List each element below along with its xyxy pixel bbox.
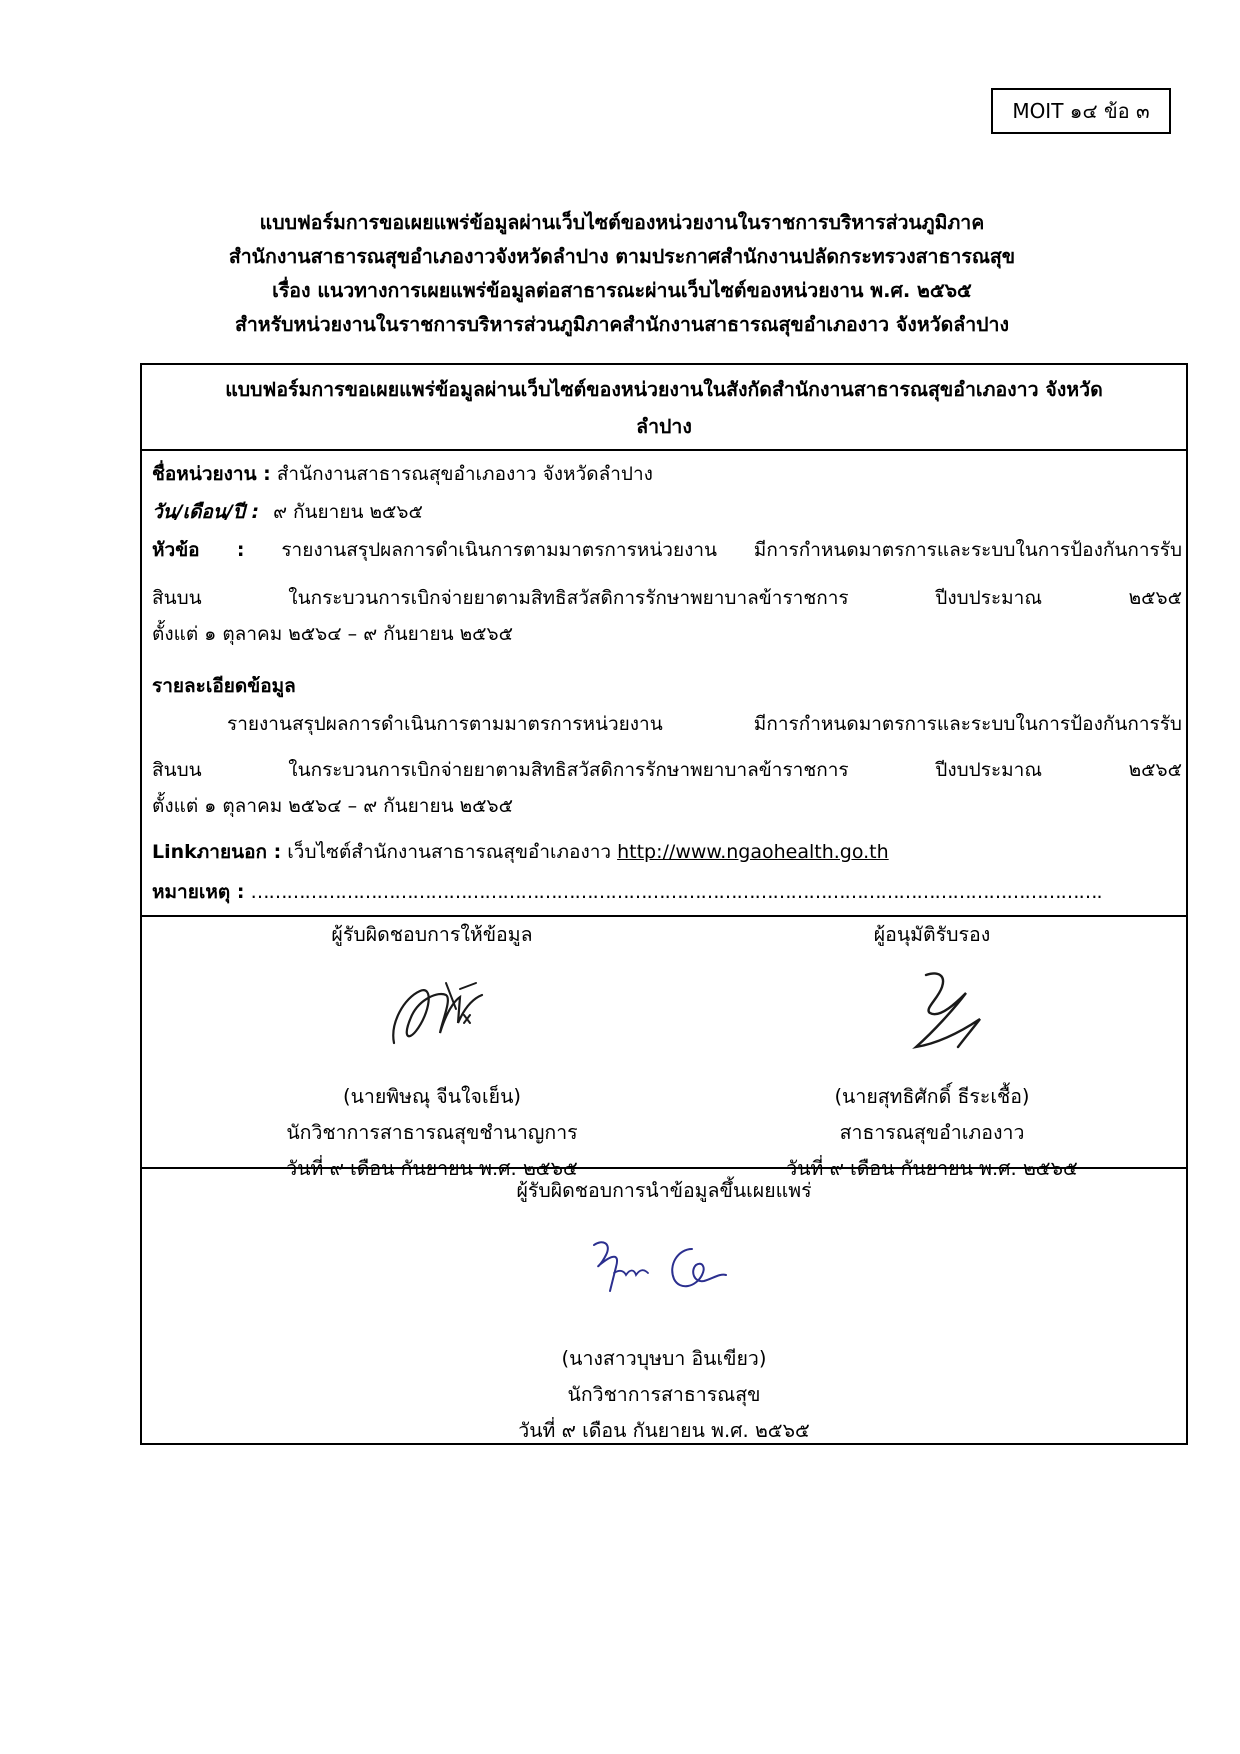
signature-block-publisher — [442, 1173, 886, 1449]
provider-name: (นายพิษณุ จีนใจเย็น) — [342, 1085, 522, 1108]
approver-name: (นายสุทธิศักดิ์ ธีระเชื้อ) — [834, 1085, 1030, 1108]
note-value: ……………………………………………………………………………………………………………………………. — [250, 881, 1102, 903]
heading-line-1: แบบฟอร์มการขอเผยแพร่ข้อมูลผ่านเว็บไซต์ของหน่วยงานในราชการบริหารส่วนภูมิภาค — [259, 211, 985, 234]
detail-line-3: ตั้งแต่ ๑ ตุลาคม ๒๕๖๔ – ๙ กันยายน ๒๕๖๕ — [152, 795, 513, 817]
approver-date: วันที่ ๙ เดือน กันยายน พ.ศ. ๒๕๖๕ — [786, 1157, 1078, 1180]
heading-line-3: เรื่อง แนวทางการเผยแพร่ข้อมูลต่อสาธารณะผ่านเว็บไซต์ของหน่วยงาน พ.ศ. ๒๕๖๕ — [272, 279, 972, 302]
external-link-label: Linkภายนอก : — [152, 841, 282, 863]
date-label: วัน/เดือน/ปี : — [152, 501, 260, 523]
date-row — [152, 497, 1182, 527]
agency-label: ชื่อหน่วยงาน : — [152, 463, 271, 485]
heading-line-4: สำหรับหน่วยงานในราชการบริหารส่วนภูมิภาคสำนักงานสาธารณสุขอำเภองาว จังหวัดลำปาง — [234, 313, 1010, 336]
detail-line-2: สินบน ในกระบวนการเบิกจ่ายยาตามสิทธิสวัสดิการรักษาพยาบาลข้าราชการ ปีงบประมาณ ๒๕๖๕ — [152, 759, 1182, 781]
form-title — [162, 371, 1166, 445]
publisher-name: (นางสาวบุษบา อินเขียว) — [561, 1347, 767, 1370]
approver-role: ผู้อนุมัติรับรอง — [873, 923, 991, 946]
divider-title — [142, 449, 1186, 451]
approver-signature-image — [842, 953, 1022, 1061]
external-link-url[interactable]: http://www.ngaohealth.go.th — [617, 841, 889, 863]
provider-position: นักวิชาการสาธารณสุขชำนาญการ — [286, 1121, 578, 1144]
topic-label: หัวข้อ : — [152, 539, 245, 561]
divider-signatures — [142, 1167, 1186, 1169]
topic-line-1: รายงานสรุปผลการดำเนินการตามมาตรการหน่วยงาน มีการกำหนดมาตรการและระบบในการป้องกันการรับ — [281, 539, 1183, 561]
provider-date: วันที่ ๙ เดือน กันยายน พ.ศ. ๒๕๖๕ — [286, 1157, 578, 1180]
agency-value: สำนักงานสาธารณสุขอำเภองาว จังหวัดลำปาง — [276, 463, 653, 485]
approver-position: สาธารณสุขอำเภองาว — [839, 1121, 1025, 1144]
provider-signature-image — [342, 953, 522, 1061]
document-heading — [150, 206, 1094, 342]
note-row — [152, 877, 1182, 907]
form-title-line-2: ลำปาง — [636, 415, 692, 438]
publisher-position: นักวิชาการสาธารณสุข — [567, 1383, 761, 1406]
external-link-row — [152, 837, 1182, 867]
detail-label: รายละเอียดข้อมูล — [152, 675, 296, 697]
detail-line-1: รายงานสรุปผลการดำเนินการตามมาตรการหน่วยงาน มีการกำหนดมาตรการและระบบในการป้องกันการรับ — [227, 713, 1182, 735]
external-link-text: เว็บไซต์สำนักงานสาธารณสุขอำเภองาว — [287, 841, 612, 863]
topic-line-1-row — [152, 535, 1182, 565]
publisher-signature-image — [554, 1209, 774, 1319]
publisher-date: วันที่ ๙ เดือน กันยายน พ.ศ. ๒๕๖๕ — [518, 1419, 810, 1442]
provider-role: ผู้รับผิดชอบการให้ข้อมูล — [331, 923, 533, 946]
date-value: ๙ กันยายน ๒๕๖๕ — [273, 501, 423, 523]
topic-line-2: สินบน ในกระบวนการเบิกจ่ายยาตามสิทธิสวัสดิการรักษาพยาบาลข้าราชการ ปีงบประมาณ ๒๕๖๕ — [152, 587, 1182, 609]
publication-request-form — [140, 363, 1188, 1445]
document-code-badge: MOIT ๑๔ ข้อ ๓ — [991, 88, 1171, 134]
note-label: หมายเหตุ : — [152, 881, 245, 903]
heading-line-2: สำนักงานสาธารณสุขอำเภองาวจังหวัดลำปาง ตามประกาศสำนักงานปลัดกระทรวงสาธารณสุข — [228, 245, 1016, 268]
form-title-line-1: แบบฟอร์มการขอเผยแพร่ข้อมูลผ่านเว็บไซต์ของหน่วยงานในสังกัดสำนักงานสาธารณสุขอำเภองาว จังหวัด — [225, 378, 1103, 401]
signature-block-approver — [722, 917, 1142, 1187]
topic-line-3: ตั้งแต่ ๑ ตุลาคม ๒๕๖๔ – ๙ กันยายน ๒๕๖๕ — [152, 623, 513, 645]
agency-row — [152, 459, 1182, 489]
publisher-role: ผู้รับผิดชอบการนำข้อมูลขึ้นเผยแพร่ — [516, 1179, 812, 1202]
signature-block-provider — [242, 917, 622, 1187]
